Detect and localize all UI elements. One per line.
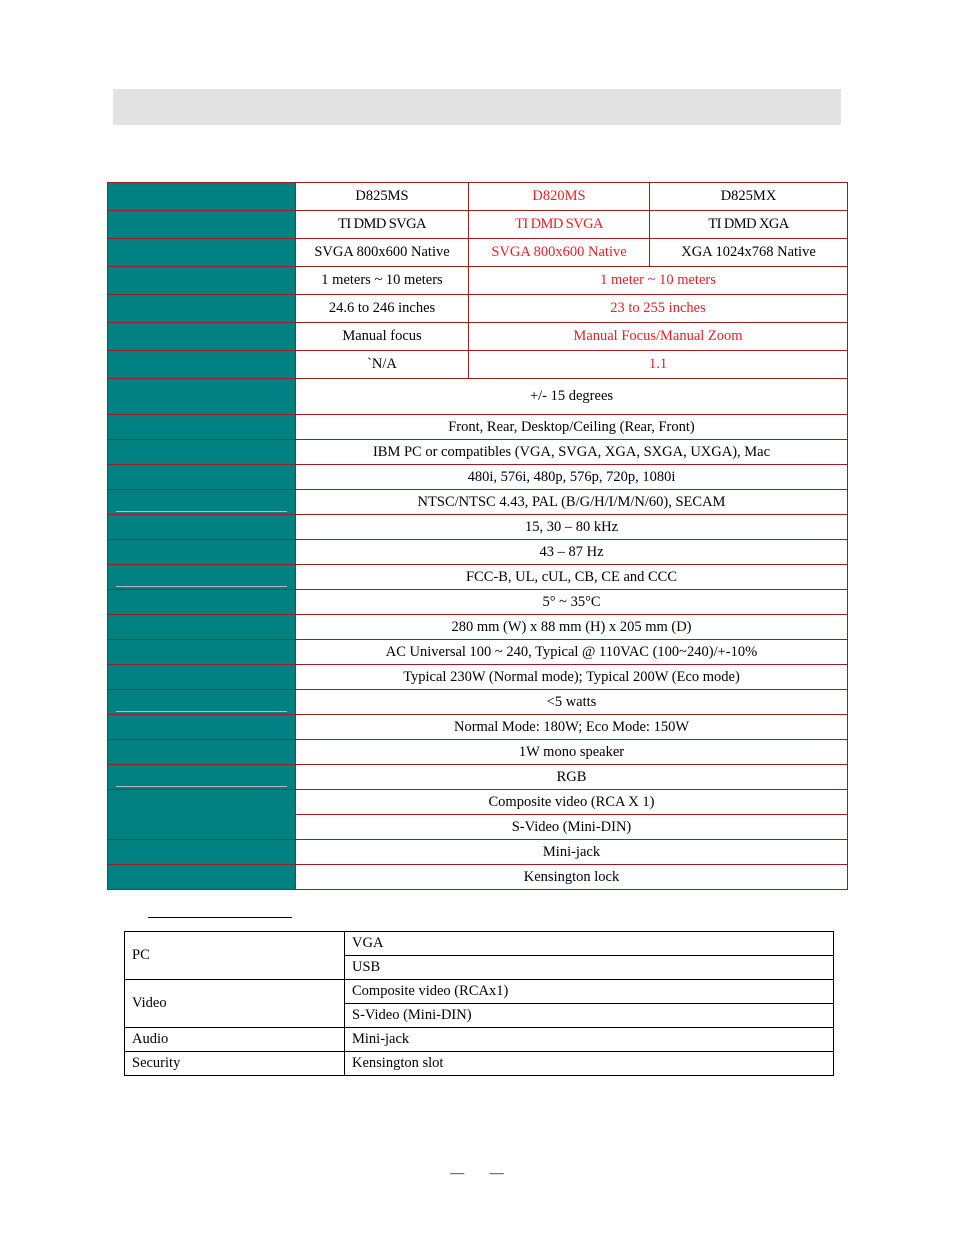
table-row [108, 640, 848, 665]
spec-label-cell [108, 323, 296, 351]
table-row [125, 980, 834, 1004]
table-row [108, 865, 848, 890]
table-row [108, 615, 848, 640]
connector-vga: VGA [345, 932, 834, 956]
projection-distance-d825ms: 1 meters ~ 10 meters [296, 267, 469, 295]
zoom-ratio-d820ms: 1.1 [469, 351, 848, 379]
lamp-value: Normal Mode: 180W; Eco Mode: 150W [296, 715, 848, 740]
table-row [108, 840, 848, 865]
connector-category-audio: Audio [125, 1028, 345, 1052]
spec-label-cell [108, 183, 296, 211]
table-row [108, 465, 848, 490]
table-row [108, 690, 848, 715]
zoom-ratio-d825ms: `N/A [296, 351, 469, 379]
connector-category-video: Video [125, 980, 345, 1028]
spec-label-cell [108, 715, 296, 740]
spec-label-cell [108, 640, 296, 665]
keystone-value: +/- 15 degrees [296, 379, 848, 415]
spec-label-cell [108, 267, 296, 295]
spec-label-cell [108, 379, 296, 415]
focus-d825ms: Manual focus [296, 323, 469, 351]
table-row [108, 183, 848, 211]
table-row [108, 415, 848, 440]
video-compatibility-value: NTSC/NTSC 4.43, PAL (B/G/H/I/M/N/60), SECAM [296, 490, 848, 515]
display-type-d820ms: TI DMD SVGA [469, 211, 650, 239]
spec-label-cell [108, 690, 296, 715]
table-row [125, 932, 834, 956]
spec-label-cell [108, 565, 296, 590]
table-row [108, 540, 848, 565]
spec-label-cell [108, 590, 296, 615]
screen-size-d825ms: 24.6 to 246 inches [296, 295, 469, 323]
table-row [108, 211, 848, 239]
spec-label-cell [108, 615, 296, 640]
v-sync-value: 43 – 87 Hz [296, 540, 848, 565]
table-row [108, 440, 848, 465]
connectors-table [124, 931, 834, 1076]
connector-usb: USB [345, 956, 834, 980]
spec-label-cell [108, 765, 296, 790]
dimensions-value: 280 mm (W) x 88 mm (H) x 205 mm (D) [296, 615, 848, 640]
resolution-d820ms: SVGA 800x600 Native [469, 239, 650, 267]
spec-label-cell [108, 239, 296, 267]
stand-by-value: <5 watts [296, 690, 848, 715]
model-d825mx: D825MX [650, 183, 848, 211]
input-svideo-value: S-Video (Mini-DIN) [296, 815, 848, 840]
sdtv-hdtv-value: 480i, 576i, 480p, 576p, 720p, 1080i [296, 465, 848, 490]
spec-label-cell [108, 415, 296, 440]
table-row [125, 1052, 834, 1076]
table-row [108, 565, 848, 590]
spec-label-cell [108, 490, 296, 515]
focus-d820ms: Manual Focus/Manual Zoom [469, 323, 848, 351]
connector-category-security: Security [125, 1052, 345, 1076]
connector-kensington: Kensington slot [345, 1052, 834, 1076]
spec-label-cell [108, 465, 296, 490]
table-row [108, 740, 848, 765]
table-row [108, 490, 848, 515]
table-row [108, 590, 848, 615]
table-row [108, 239, 848, 267]
spec-label-cell [108, 540, 296, 565]
table-row [108, 351, 848, 379]
projection-method-value: Front, Rear, Desktop/Ceiling (Rear, Front) [296, 415, 848, 440]
table-row [125, 1028, 834, 1052]
operation-temperature-value: 5° ~ 35°C [296, 590, 848, 615]
table-row [108, 790, 848, 815]
table-row [108, 379, 848, 415]
spec-label-cell [108, 295, 296, 323]
table-row [108, 267, 848, 295]
display-type-d825mx: TI DMD XGA [650, 211, 848, 239]
input-composite-value: Composite video (RCA X 1) [296, 790, 848, 815]
table-row [108, 323, 848, 351]
spec-label-cell [108, 740, 296, 765]
spec-label-cell [108, 865, 296, 890]
section-header-bar [113, 89, 841, 125]
table-row [108, 515, 848, 540]
data-compatibility-value: IBM PC or compatibles (VGA, SVGA, XGA, SXGA, UXGA), Mac [296, 440, 848, 465]
specifications-table [107, 182, 848, 890]
model-d820ms: D820MS [469, 183, 650, 211]
page-footer: — — [450, 1166, 504, 1181]
table-row [108, 295, 848, 323]
audio-speaker-value: 1W mono speaker [296, 740, 848, 765]
projection-distance-d820ms: 1 meter ~ 10 meters [469, 267, 848, 295]
spec-label-cell [108, 840, 296, 865]
power-consumption-value: Typical 230W (Normal mode); Typical 200W (Eco mode) [296, 665, 848, 690]
table-row [108, 665, 848, 690]
spec-label-cell [108, 665, 296, 690]
resolution-d825ms: SVGA 800x600 Native [296, 239, 469, 267]
h-sync-value: 15, 30 – 80 kHz [296, 515, 848, 540]
connector-mini-jack: Mini-jack [345, 1028, 834, 1052]
resolution-d825mx: XGA 1024x768 Native [650, 239, 848, 267]
connector-composite: Composite video (RCAx1) [345, 980, 834, 1004]
ac-input-value: AC Universal 100 ~ 240, Typical @ 110VAC (100~240)/+-10% [296, 640, 848, 665]
connector-category-pc: PC [125, 932, 345, 980]
screen-size-d820ms: 23 to 255 inches [469, 295, 848, 323]
security-value: Kensington lock [296, 865, 848, 890]
safety-certification-value: FCC-B, UL, cUL, CB, CE and CCC [296, 565, 848, 590]
spec-label-cell [108, 515, 296, 540]
spec-label-cell [108, 790, 296, 840]
audio-input-value: Mini-jack [296, 840, 848, 865]
model-d825ms: D825MS [296, 183, 469, 211]
table-row [108, 765, 848, 790]
spec-label-cell [108, 440, 296, 465]
spec-label-cell [108, 351, 296, 379]
display-type-d825ms: TI DMD SVGA [296, 211, 469, 239]
table-row [108, 715, 848, 740]
input-rgb-value: RGB [296, 765, 848, 790]
spec-label-cell [108, 211, 296, 239]
section-divider-line [148, 917, 292, 918]
connector-svideo: S-Video (Mini-DIN) [345, 1004, 834, 1028]
